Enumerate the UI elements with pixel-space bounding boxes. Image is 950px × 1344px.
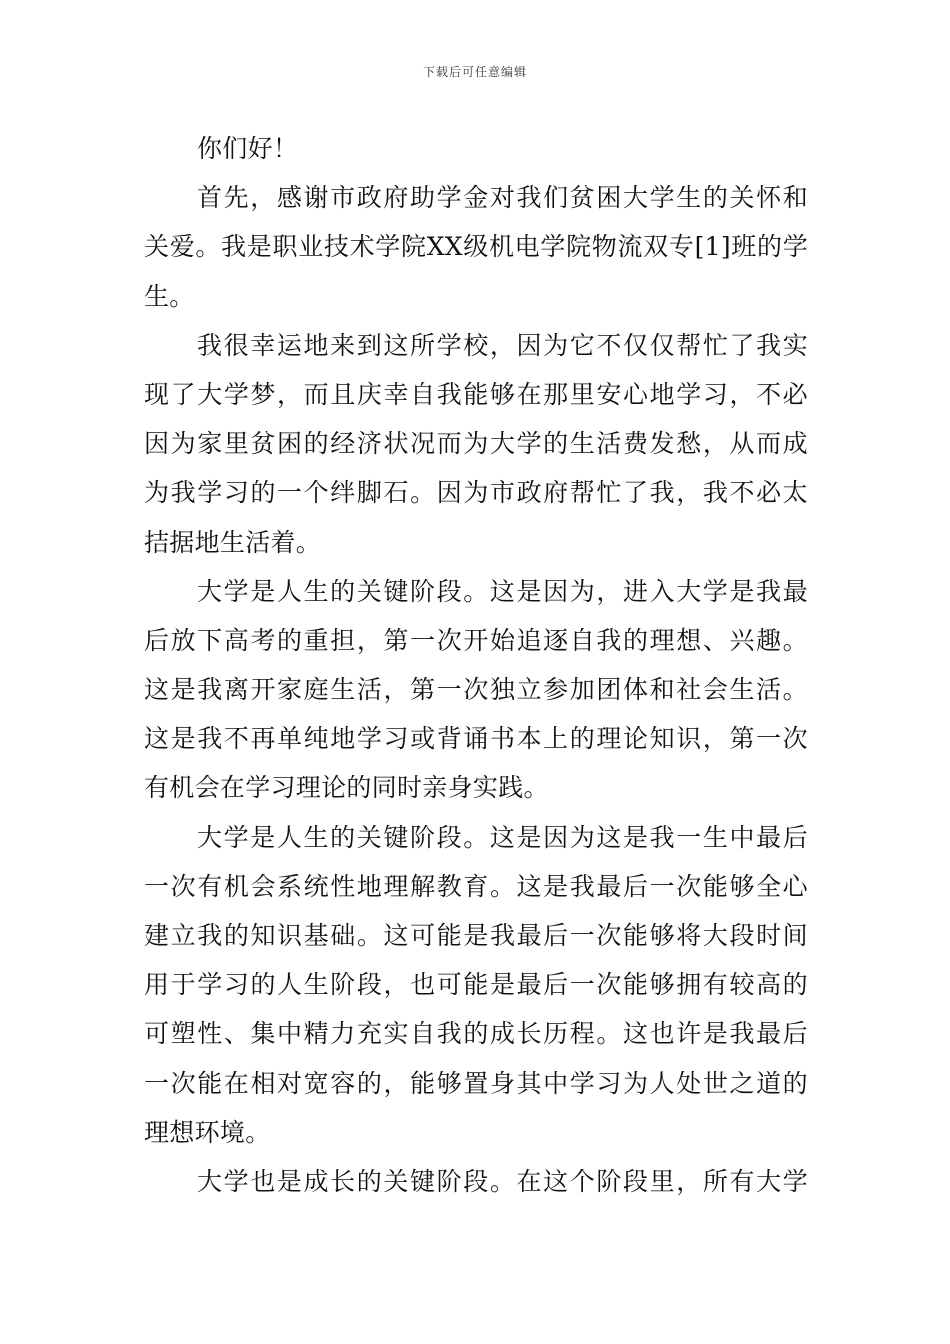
paragraph-4-line-2: 一次有机会系统性地理解教育。这是我最后一次能够全心 [144,871,808,901]
paragraph-4-line-1: 大学是人生的关键阶段。这是因为这是我一生中最后 [197,822,808,852]
paragraph-3-line-1: 大学是人生的关键阶段。这是因为，进入大学是我最 [197,576,808,606]
paragraph-3-line-5: 有机会在学习理论的同时亲身实践。 [144,773,549,803]
paragraph-5-line-1: 大学也是成长的关键阶段。在这个阶段里，所有大学 [197,1166,808,1196]
paragraph-4-line-7: 理想环境。 [144,1117,271,1147]
paragraph-2-line-1: 我很幸运地来到这所学校，因为它不仅仅帮忙了我实 [197,330,808,360]
paragraph-4-line-4: 用于学习的人生阶段，也可能是最后一次能够拥有较高的 [144,970,808,1000]
paragraph-2-line-2: 现了大学梦，而且庆幸自我能够在那里安心地学习，不必 [144,379,808,409]
paragraph-3-line-3: 这是我离开家庭生活，第一次独立参加团体和社会生活。 [144,675,808,705]
paragraph-3-line-4: 这是我不再单纯地学习或背诵书本上的理论知识，第一次 [144,724,808,754]
page-header-note: 下载后可任意编辑 [422,65,527,79]
paragraph-2-line-3: 因为家里贫困的经济状况而为大学的生活费发愁，从而成 [144,429,808,459]
paragraph-2-line-5: 拮据地生活着。 [144,527,322,557]
greeting-line: 你们好！ [197,134,299,163]
paragraph-4-line-5: 可塑性、集中精力充实自我的成长历程。这也许是我最后 [144,1019,808,1049]
paragraph-1-line-3: 生。 [144,281,195,311]
paragraph-2-line-4: 为我学习的一个绊脚石。因为市政府帮忙了我，我不必太 [144,478,808,508]
paragraph-4-line-6: 一次能在相对宽容的，能够置身其中学习为人处世之道的 [144,1068,808,1098]
document-body [144,124,808,1206]
paragraph-3-line-2: 后放下高考的重担，第一次开始追逐自我的理想、兴趣。 [144,625,808,655]
paragraph-1-line-2: 关爱。我是职业技术学院XX级机电学院物流双专[1]班的学 [144,232,808,262]
paragraph-4-line-3: 建立我的知识基础。这可能是我最后一次能够将大段时间 [144,921,808,950]
paragraph-1-line-1: 首先，感谢市政府助学金对我们贫困大学生的关怀和 [197,183,808,213]
